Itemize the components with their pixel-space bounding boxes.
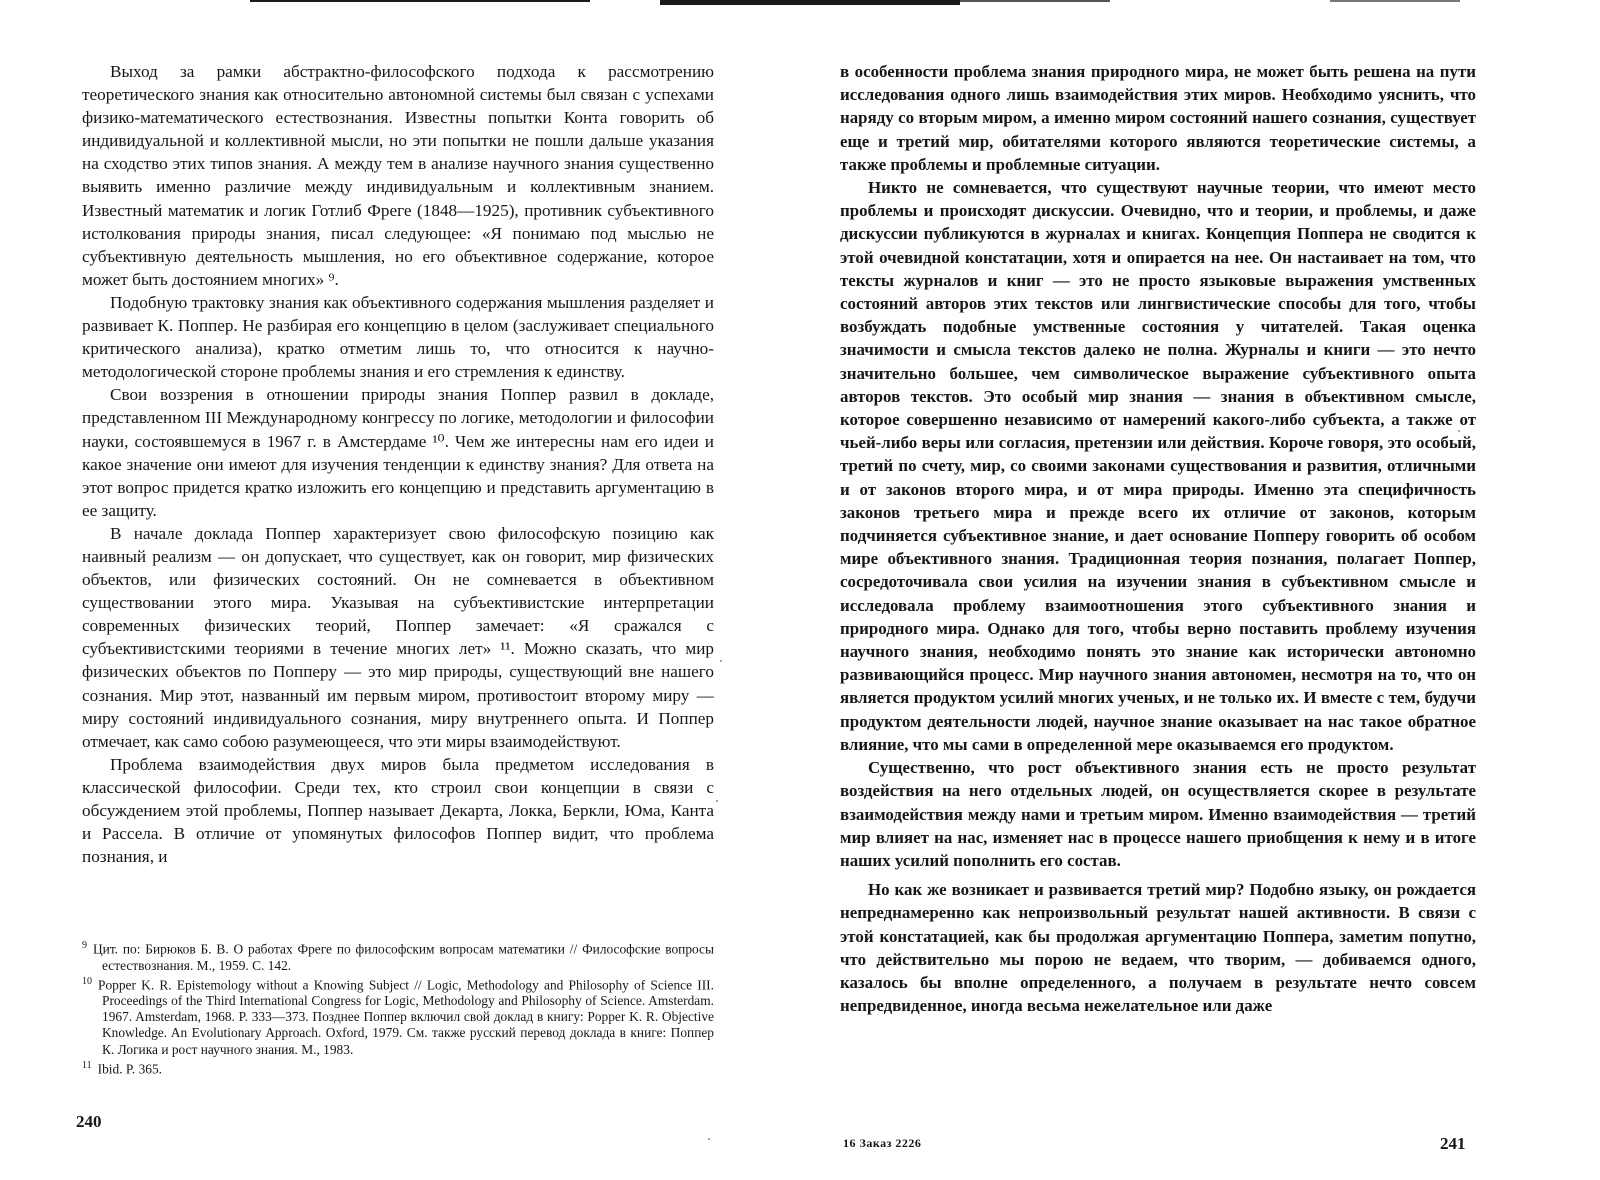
paragraph: Никто не сомневается, что существуют научные теории, что имеют место проблемы и происходят дискуссии. Очевидно, что и теории, и проблемы, и даже дискуссии публикуются в журналах и книгах. Концепция Поппера не сводится к этой очевидной констатации, хотя и опирается на нее. Он настаивает на том, что тексты журналов и книг — это не просто языковые выражения умственных состояний авторов этих текстов или лингвистические способы для того, чтобы возбуждать подобные умственные состояния у читателей. Такая оценка значимости и смысла текстов далеко не полна. Журналы и книги — это нечто значительно большее, чем символическое выражение субъективного опыта авторов текстов. Это особый мир знания — знания в объективном смысле, которое совершенно независимо от намерений какого-либо субъекта, а также от чьей-либо веры или согласия, претензии или действия. Короче говоря, это особый, третий по счету, мир, со своими законами существования и развития, отличными и от законов второго мира, и от мира природы. Именно эта специфичность законов третьего мира и прежде всего их отличие от законов, которым подчиняется субъективное знание, и дает основание Попперу говорить об особом мире объективного знания. Традиционная теория познания, полагает Поппер, сосредоточивала свои усилия на изучении знания в субъективном смысле и исследовала проблему взаимоотношения этого субъективного знания и природного мира. Однако для того, чтобы верно поставить проблему изучения научного знания, необходимо понять это знание как исторически автономно развивающийся процесс. Мир научного знания автономен, несмотря на то, что он является продуктом усилий многих ученых, и не только их. И вместе с тем, будучи продуктом деятельности людей, научное знание оказывает на нас такое обратное влияние, что мы сами в определенной мере оказываемся его продуктом. xyxy=(840,178,1476,754)
scan-edge-mark xyxy=(960,0,1110,2)
scan-edge-mark xyxy=(1330,0,1460,2)
page-number-right: 241 xyxy=(1440,1134,1466,1153)
footnote xyxy=(82,974,714,1058)
footnote-text: Popper K. R. Epistemology without a Knowing Subject // Logic, Methodology and Philosophy of Science III. Proceedings of the Third International Congress for Logic, Methodology and Philosophy of Science. Amsterdam. 1967. Amsterdam, 1968. P. 333—373. Позднее Поппер включил свой доклад в книгу: Popper K. R. Objective Knowledge. An Evolutionary Approach. Oxford, 1979. См. также русский перевод доклада в книге: Поппер К. Логика и рост научного знания. М., 1983. xyxy=(98,977,714,1057)
paragraph: Свои воззрения в отношении природы знания Поппер развил в докладе, представленном III Международному конгрессу по логике, методологии и философии науки, состоявшемуся в 1967 г. в Амстердаме ¹⁰. Чем же интересны нам его идеи и какое значение они имеют для изучения тенденции к единству знания? Для ответа на этот вопрос придется кратко изложить его концепцию и представить аргументацию в ее защиту. xyxy=(82,385,714,520)
footnote xyxy=(82,938,714,974)
right-page xyxy=(840,60,1476,1017)
footnote-text: Цит. по: Бирюков Б. В. О работах Фреге по философским вопросам математики // Философские вопросы естествознания. М., 1959. С. 142. xyxy=(93,941,714,973)
paragraph: в особенности проблема знания природного мира, не может быть решена на пути исследования одного лишь взаимодействия этих миров. Необходимо уяснить, что наряду со вторым миром, а именно миром состояний нашего сознания, существует еще и третий мир, обитателями которого являются теоретические системы, а также проблемы и проблемные ситуации. xyxy=(840,62,1476,174)
footnote-number: 9 xyxy=(82,940,87,951)
scan-speck xyxy=(716,800,718,802)
paragraph: Проблема взаимодействия двух миров была предметом исследования в классической философии. Среди тех, кто строил свои концепции в связи с обсуждением этой проблемы, Поппер называет Декарта, Локка, Беркли, Юма, Канта и Рассела. В отличие от упомянутых философов Поппер видит, что проблема познания, и xyxy=(82,754,714,867)
printer-signature: 16 Заказ 2226 xyxy=(843,1136,922,1150)
footnote xyxy=(82,1058,714,1078)
footnote-number: 10 xyxy=(82,975,92,987)
paragraph: Подобную трактовку знания как объективного содержания мышления разделяет и развивает К. Поппер. Не разбирая его концепцию в целом (заслуживает специального критического анализа), кратко отметим лишь то, что относится к научно-методологической стороне проблемы знания и его стремления к единству. xyxy=(82,292,714,382)
paragraph: Выход за рамки абстрактно-философского подхода к рассмотрению теоретического знания как относительно автономной системы был связан с успехами физико-математического естествознания. Известны попытки Конта говорить об индивидуальной и коллективной мысли, но эти попытки не пошли дальше указания на сходство этих типов знания. А между тем в анализе научного знания существенно выявить именно различие между индивидуальным и коллективным знанием. Известный математик и логик Готлиб Фреге (1848—1925), противник субъективного истолкования природы знания, писал следующее: «Я понимаю под мыслью не субъективную деятельность мышления, но его объективное содержание, которое может быть достоянием многих» ⁹. xyxy=(82,62,714,289)
paragraph: В начале доклада Поппер характеризует свою философскую позицию как наивный реализм — он допускает, что существует, как он говорит, мир физических объектов, или физических состояний. Он не сомневается в объективном существовании этого мира. Указывая на субъективистские интерпретации современных физических теорий, Поппер замечает: «Я сражался с субъективистскими теориями в течение многих лет» ¹¹. Можно сказать, что мир физических объектов по Попперу — это мир природы, существующий вне нашего сознания. Мир этот, названный им первым миром, противостоит второму миру — миру состояний индивидуального сознания, миру внутреннего опыта. И Поппер отмечает, как само собою разумеющееся, что эти миры взаимодействуют. xyxy=(82,523,714,751)
footnotes xyxy=(82,938,714,1077)
scan-edge-mark xyxy=(660,0,960,5)
footnote-number: 11 xyxy=(82,1059,92,1071)
scan-speck xyxy=(1458,430,1460,432)
page-number-left: 240 xyxy=(76,1112,102,1131)
paragraph: Существенно, что рост объективного знания есть не просто результат воздействия на него отдельных людей, он осуществляется скорее в результате взаимодействия между нами и третьим миром. Именно взаимодействия — третий мир влияет на нас, изменяет нас в процессе нашего приобщения к нему и в итоге наших усилий пополнить его состав. xyxy=(840,758,1476,870)
scan-speck xyxy=(720,660,722,662)
scan-speck xyxy=(708,1138,710,1140)
paragraph: Но как же возникает и развивается третий мир? Подобно языку, он рождается непреднамеренно как непроизвольный результат нашей активности. В связи с этой констатацией, как бы продолжая аргументацию Поппера, заметим попутно, что действительно мы порою не ведаем, что творим, — добиваемся одного, казалось бы вполне определенного, а получаем в результате нечто совсем непредвиденное, иногда весьма нежелательное или даже xyxy=(840,880,1476,1016)
footnote-text: Ibid. P. 365. xyxy=(97,1061,162,1077)
left-page xyxy=(82,60,714,868)
scan-edge-mark xyxy=(250,0,590,2)
